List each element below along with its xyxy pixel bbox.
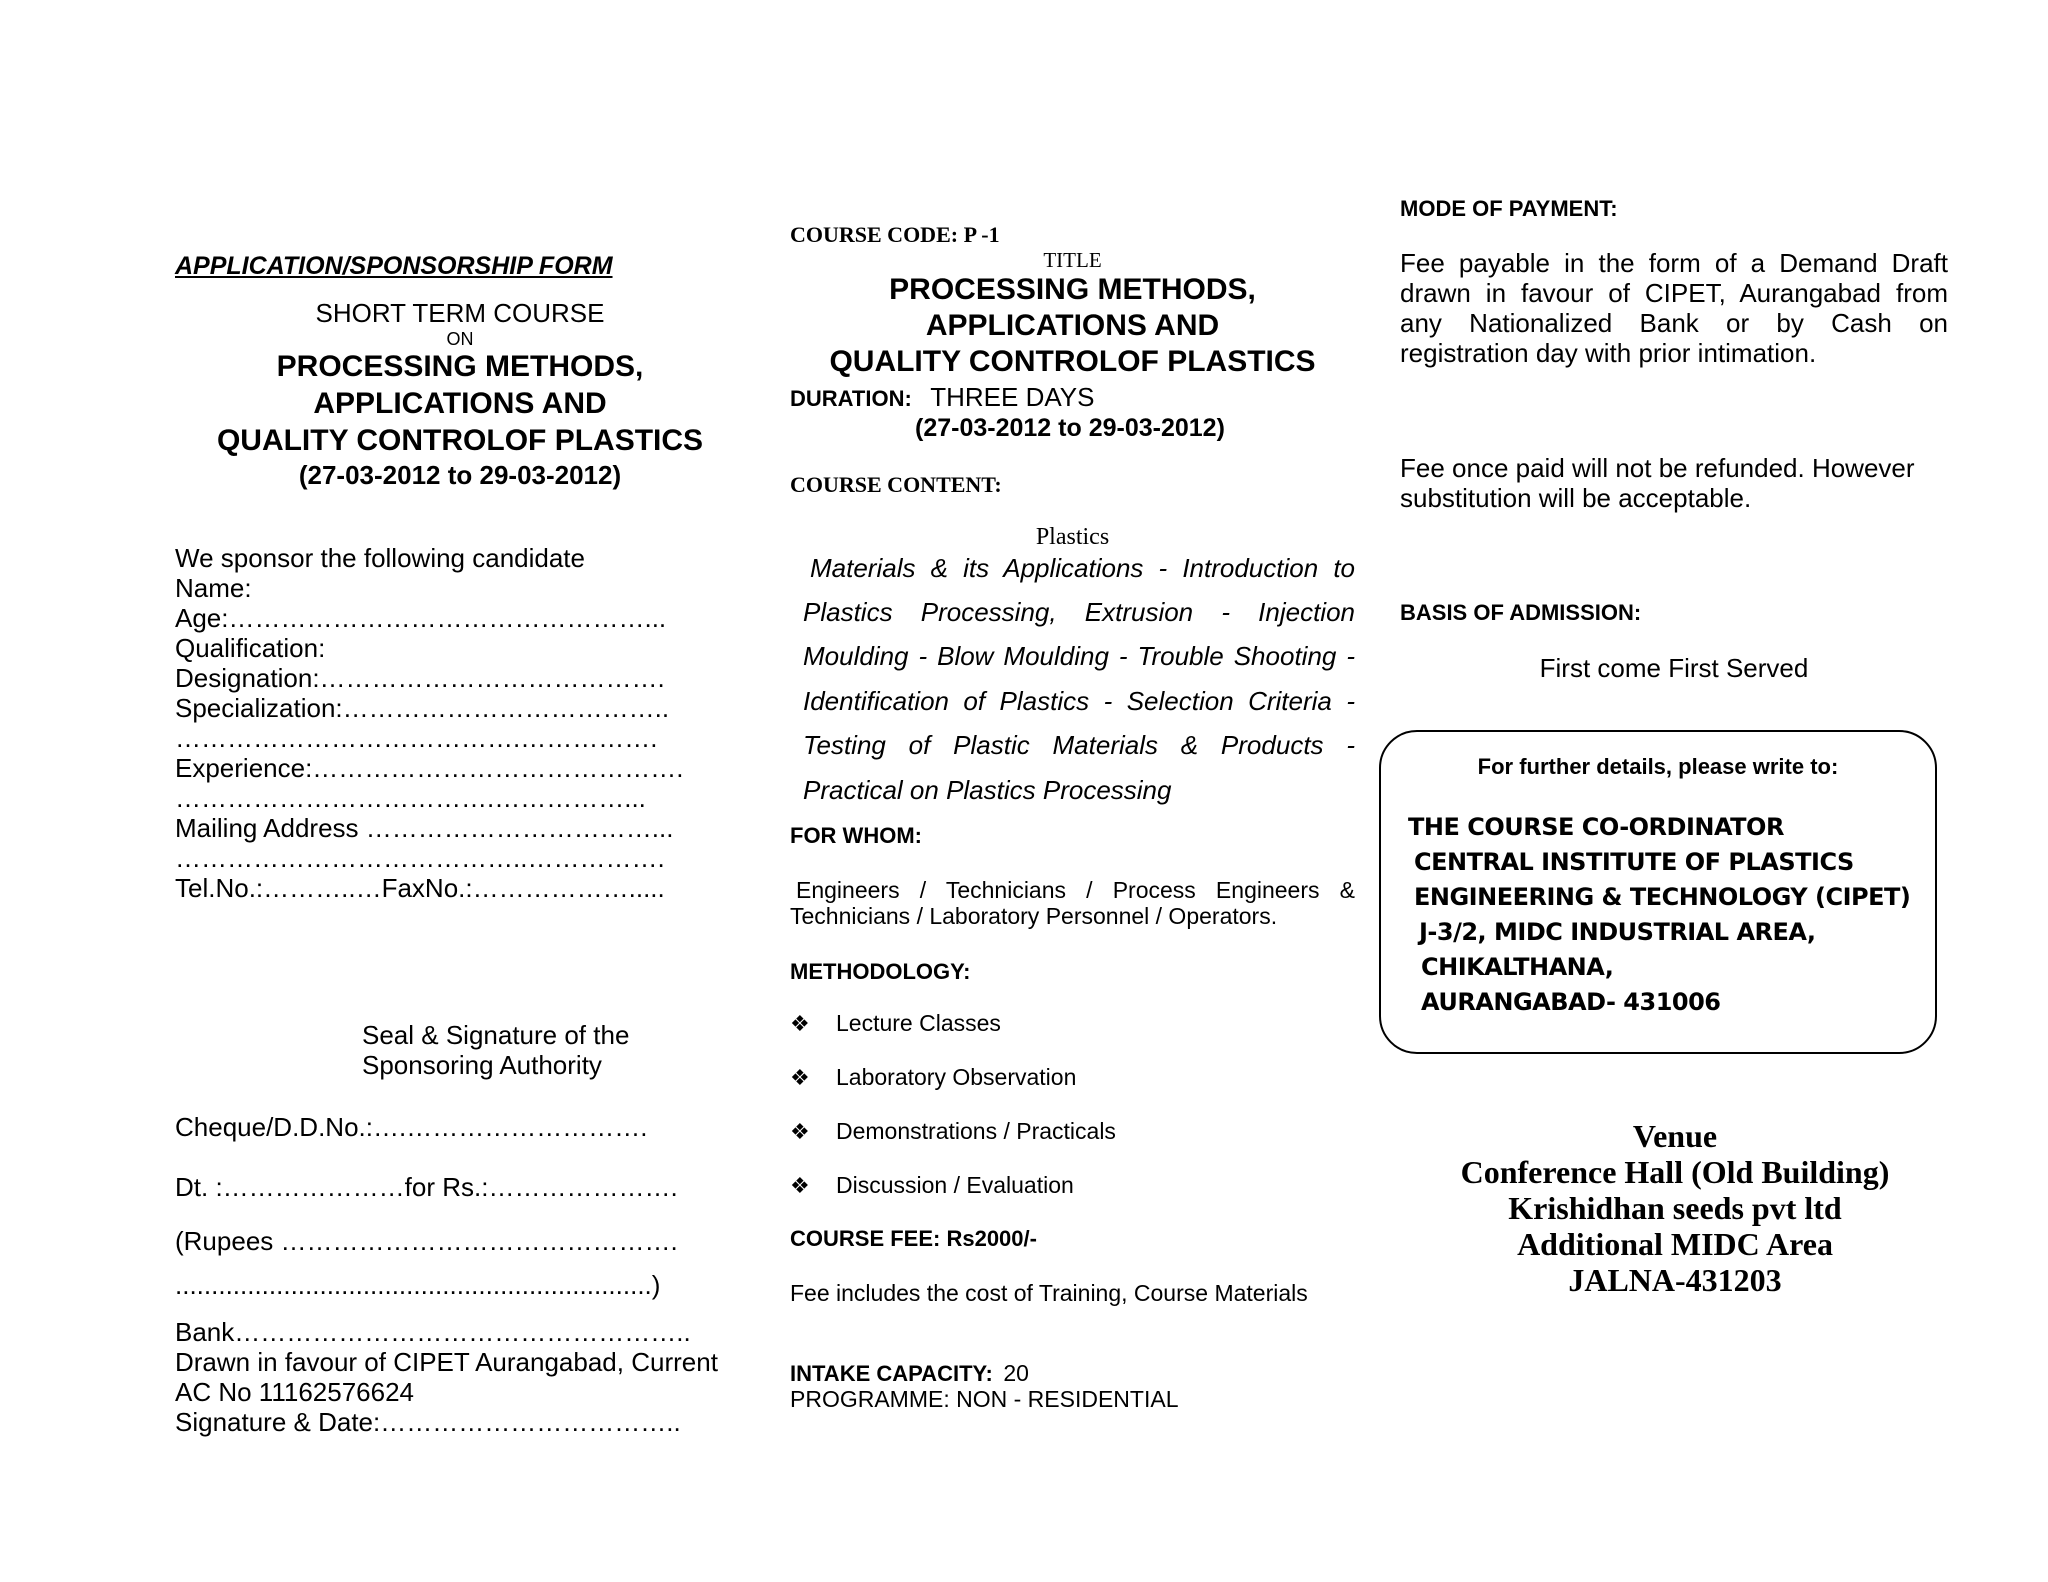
course-content-label: COURSE CONTENT: (790, 472, 1002, 497)
specialization-field[interactable]: Specialization:……………………………….. (175, 693, 670, 723)
seal-line-2: Sponsoring Authority (362, 1050, 602, 1080)
duration-value: THREE DAYS (930, 382, 1095, 412)
address-line-1: THE COURSE CO-ORDINATOR (1408, 813, 1784, 841)
diamond-bullet-icon: ❖ (790, 1173, 810, 1198)
methodology-item-label: Laboratory Observation (836, 1064, 1077, 1090)
left-dates: (27-03-2012 to 29-03-2012) (298, 460, 622, 490)
fee-includes: Fee includes the cost of Training, Course Materials (790, 1280, 1308, 1306)
middle-dates: (27-03-2012 to 29-03-2012) (915, 414, 1225, 442)
content-line-5: Testing of Plastic Materials & Products - (803, 730, 1355, 760)
name-field[interactable]: Name: (175, 573, 252, 603)
content-line-2: Plastics Processing, Extrusion - Injection (803, 597, 1355, 627)
contact-box-heading: For further details, please write to: (1477, 754, 1839, 779)
mailing-address-field[interactable]: Mailing Address ……………………………... (175, 813, 674, 843)
bank-field[interactable]: Bank…………………………………………….. (175, 1317, 691, 1347)
signature-date-field[interactable]: Signature & Date:…………………………….. (175, 1407, 681, 1437)
address-line-6: AURANGABAD- 431006 (1421, 988, 1721, 1016)
address-line-3: ENGINEERING & TECHNOLOGY (CIPET) (1414, 883, 1911, 911)
address-line-2: CENTRAL INSTITUTE OF PLASTICS (1414, 848, 1854, 876)
drawn-in-favour-line-2: AC No 11162576624 (175, 1377, 415, 1407)
middle-title-line-3: QUALITY CONTROLOF PLASTICS (829, 345, 1316, 378)
venue-heading: Venue (1632, 1118, 1718, 1154)
intake-row (790, 1360, 1029, 1387)
specialization-continued[interactable]: ………………………………….……………. (175, 723, 658, 753)
date-amount-field[interactable]: Dt. :…………………for Rs.:…………………. (175, 1172, 678, 1202)
drawn-in-favour-line-1: Drawn in favour of CIPET Aurangabad, Current (175, 1347, 718, 1377)
intake-value: 20 (1003, 1360, 1029, 1386)
seal-signature-label (362, 1020, 629, 1080)
middle-title-line-1: PROCESSING METHODS, (889, 273, 1256, 306)
mode-of-payment-text: Fee payable in the form of a Demand Draft drawn in favour of CIPET, Aurangabad from any Nationalized Bank or by Cash on registration day with prior intimation. (1400, 248, 1948, 368)
on-label: ON (446, 329, 474, 349)
content-line-1: Materials & its Applications - Introduction to (810, 553, 1355, 583)
sponsor-line: We sponsor the following candidate (175, 543, 585, 573)
intake-label: INTAKE CAPACITY: (790, 1361, 993, 1386)
experience-field[interactable]: Experience:……………………………………. (175, 753, 684, 783)
diamond-bullet-icon: ❖ (790, 1065, 810, 1090)
mode-of-payment-label: MODE OF PAYMENT: (1400, 196, 1618, 221)
qualification-field[interactable]: Qualification: (175, 633, 326, 663)
experience-continued[interactable]: ……………………………….……………... (175, 783, 646, 813)
content-line-4: Identification of Plastics - Selection Criteria - (803, 686, 1355, 716)
diamond-bullet-icon: ❖ (790, 1011, 810, 1036)
short-term-course: SHORT TERM COURSE (315, 298, 605, 328)
refund-text: Fee once paid will not be refunded. However substitution will be acceptable. (1400, 453, 1915, 513)
venue-line-1: Conference Hall (Old Building) (1460, 1154, 1890, 1190)
methodology-item (790, 1010, 1001, 1037)
rupees-field[interactable]: (Rupees ………………………………………. (175, 1226, 678, 1256)
methodology-item (790, 1118, 1116, 1145)
basis-of-admission-value: First come First Served (1539, 653, 1809, 683)
programme: PROGRAMME: NON - RESIDENTIAL (790, 1386, 1179, 1412)
diamond-bullet-icon: ❖ (790, 1119, 810, 1144)
venue-line-4: JALNA-431203 (1568, 1262, 1782, 1298)
left-title-line-3: QUALITY CONTROLOF PLASTICS (216, 424, 704, 457)
left-title-line-2: APPLICATIONS AND (313, 387, 607, 420)
methodology-item-label: Demonstrations / Practicals (836, 1118, 1116, 1144)
duration-row (790, 382, 1094, 413)
methodology-item-label: Discussion / Evaluation (836, 1172, 1074, 1198)
course-code: COURSE CODE: P -1 (790, 222, 1000, 247)
content-heading: Plastics (1035, 524, 1110, 550)
methodology-item (790, 1064, 1076, 1091)
left-title-line-1: PROCESSING METHODS, (276, 350, 644, 383)
cheque-field[interactable]: Cheque/D.D.No.:….………………………. (175, 1112, 648, 1142)
basis-of-admission-label: BASIS OF ADMISSION: (1400, 600, 1642, 625)
methodology-item (790, 1172, 1074, 1199)
mailing-address-continued[interactable]: …………………………………..……………. (175, 843, 665, 873)
for-whom-line-1: Engineers / Technicians / Process Engineers & (796, 877, 1355, 903)
designation-field[interactable]: Designation:…………………………………. (175, 663, 665, 693)
content-line-6: Practical on Plastics Processing (803, 775, 1172, 805)
address-line-4: J-3/2, MIDC INDUSTRIAL AREA, (1419, 918, 1816, 946)
middle-title-line-2: APPLICATIONS AND (925, 309, 1220, 342)
duration-label: DURATION: (790, 386, 912, 411)
age-field[interactable]: Age:…………………………………………... (175, 603, 667, 633)
tel-fax-field[interactable]: Tel.No.:………..…FaxNo.:………………..... (175, 873, 665, 903)
venue-line-2: Krishidhan seeds pvt ltd (1508, 1190, 1842, 1226)
course-fee: COURSE FEE: Rs2000/- (790, 1226, 1037, 1251)
methodology-label: METHODOLOGY: (790, 959, 971, 984)
title-label: TITLE (1043, 248, 1102, 272)
form-title: APPLICATION/SPONSORSHIP FORM (175, 252, 613, 280)
venue-line-3: Additional MIDC Area (1517, 1226, 1833, 1262)
seal-line-1: Seal & Signature of the (362, 1020, 630, 1050)
for-whom-line-2: Technicians / Laboratory Personnel / Operators. (790, 903, 1278, 929)
address-line-5: CHIKALTHANA, (1421, 953, 1614, 981)
for-whom-label: FOR WHOM: (790, 823, 922, 848)
methodology-item-label: Lecture Classes (836, 1010, 1001, 1036)
content-line-3: Moulding - Blow Moulding - Trouble Shooting - (803, 641, 1355, 671)
rupees-continued[interactable]: ..................................................................) (175, 1270, 661, 1300)
